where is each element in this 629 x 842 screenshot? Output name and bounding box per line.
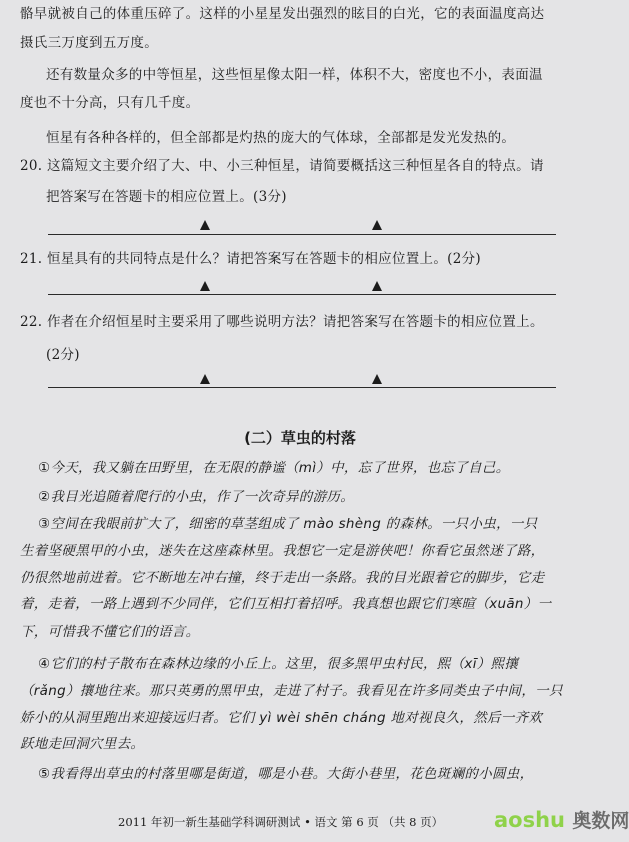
passage-line: 还有数量众多的中等恒星，这些恒星像太阳一样，体积不大，密度也不小，表面温: [46, 67, 543, 83]
passage-paragraph: ③空间在我眼前扩大了，细密的草茎组成了 mào shèng 的森林。一只小虫，一只: [38, 516, 538, 532]
passage-paragraph: ⑤我看得出草虫的村落里哪是街道，哪是小巷。大街小巷里，花色斑斓的小圆虫，: [38, 766, 534, 782]
logo-text-cn: 奥数网: [572, 810, 629, 832]
passage-line: 仍很然地前进着。它不断地左冲右撞，终于走出一条路。我的目光跟着它的脚步，它走: [20, 570, 545, 586]
answer-marker-icon: [372, 374, 382, 384]
page-footer: 2011 年初一新生基础学科调研测试 • 语文 第 6 页 （共 8 页）: [118, 815, 444, 829]
passage-line: 度也不十分高，只有几千度。: [20, 95, 200, 111]
passage-paragraph: ②我目光追随着爬行的小虫，作了一次奇异的游历。: [38, 489, 355, 505]
passage-line: 着，走着，一路上遇到不少同伴，它们互相打着招呼。我真想也跟它们寒暄（xuān）一: [20, 596, 552, 612]
answer-line-21: [48, 294, 556, 295]
passage-paragraph: ①今天，我又躺在田野里，在无限的静谧（mì）中，忘了世界，也忘了自己。: [38, 460, 510, 476]
passage-line: 下，可惜我不懂它们的语言。: [20, 624, 200, 640]
answer-line-22: [48, 387, 556, 388]
answer-marker-icon: [372, 281, 382, 291]
passage-paragraph: ④它们的村子散布在森林边缘的小丘上。这里，很多黑甲虫村民，熙（xī）熙攘: [38, 656, 519, 672]
question-22-text-cont: (2分): [46, 347, 80, 363]
answer-marker-icon: [200, 281, 210, 291]
answer-line-20: [48, 234, 556, 235]
answer-marker-icon: [200, 220, 210, 230]
passage-line: 跃地走回洞穴里去。: [20, 736, 145, 752]
passage-line: 骼早就被自己的体重压碎了。这样的小星星发出强烈的眩目的白光，它的表面温度高达: [20, 6, 545, 22]
logo-text: aoshu: [494, 808, 565, 832]
question-21-text: 21. 恒星具有的共同特点是什么？请把答案写在答题卡的相应位置上。(2分): [20, 251, 481, 267]
question-20-text: 20. 这篇短文主要介绍了大、中、小三种恒星，请简要概括这三种恒星各自的特点。请: [20, 158, 544, 174]
site-logo: [494, 806, 629, 833]
passage-line: 摄氏三万度到五万度。: [20, 35, 158, 51]
passage-line: 娇小的从洞里跑出来迎接远归者。它们 yì wèi shēn cháng 地对视良久，然后一齐欢: [20, 710, 543, 726]
passage-line: （rǎng）攘地往来。那只英勇的黑甲虫，走进了村子。我看见在许多同类虫子中间，一只: [20, 683, 563, 699]
section-title: (二）草虫的村落: [244, 429, 356, 447]
question-20-text-cont: 把答案写在答题卡的相应位置上。(3分): [46, 189, 287, 205]
question-22-text: 22. 作者在介绍恒星时主要采用了哪些说明方法？请把答案写在答题卡的相应位置上。: [20, 314, 544, 330]
passage-line: 生着坚硬黑甲的小虫，迷失在这座森林里。我想它一定是游侠吧！你看它虽然迷了路，: [20, 543, 545, 559]
answer-marker-icon: [200, 374, 210, 384]
passage-line: 恒星有各种各样的，但全部都是灼热的庞大的气体球，全部都是发光发热的。: [46, 130, 516, 146]
answer-marker-icon: [372, 220, 382, 230]
